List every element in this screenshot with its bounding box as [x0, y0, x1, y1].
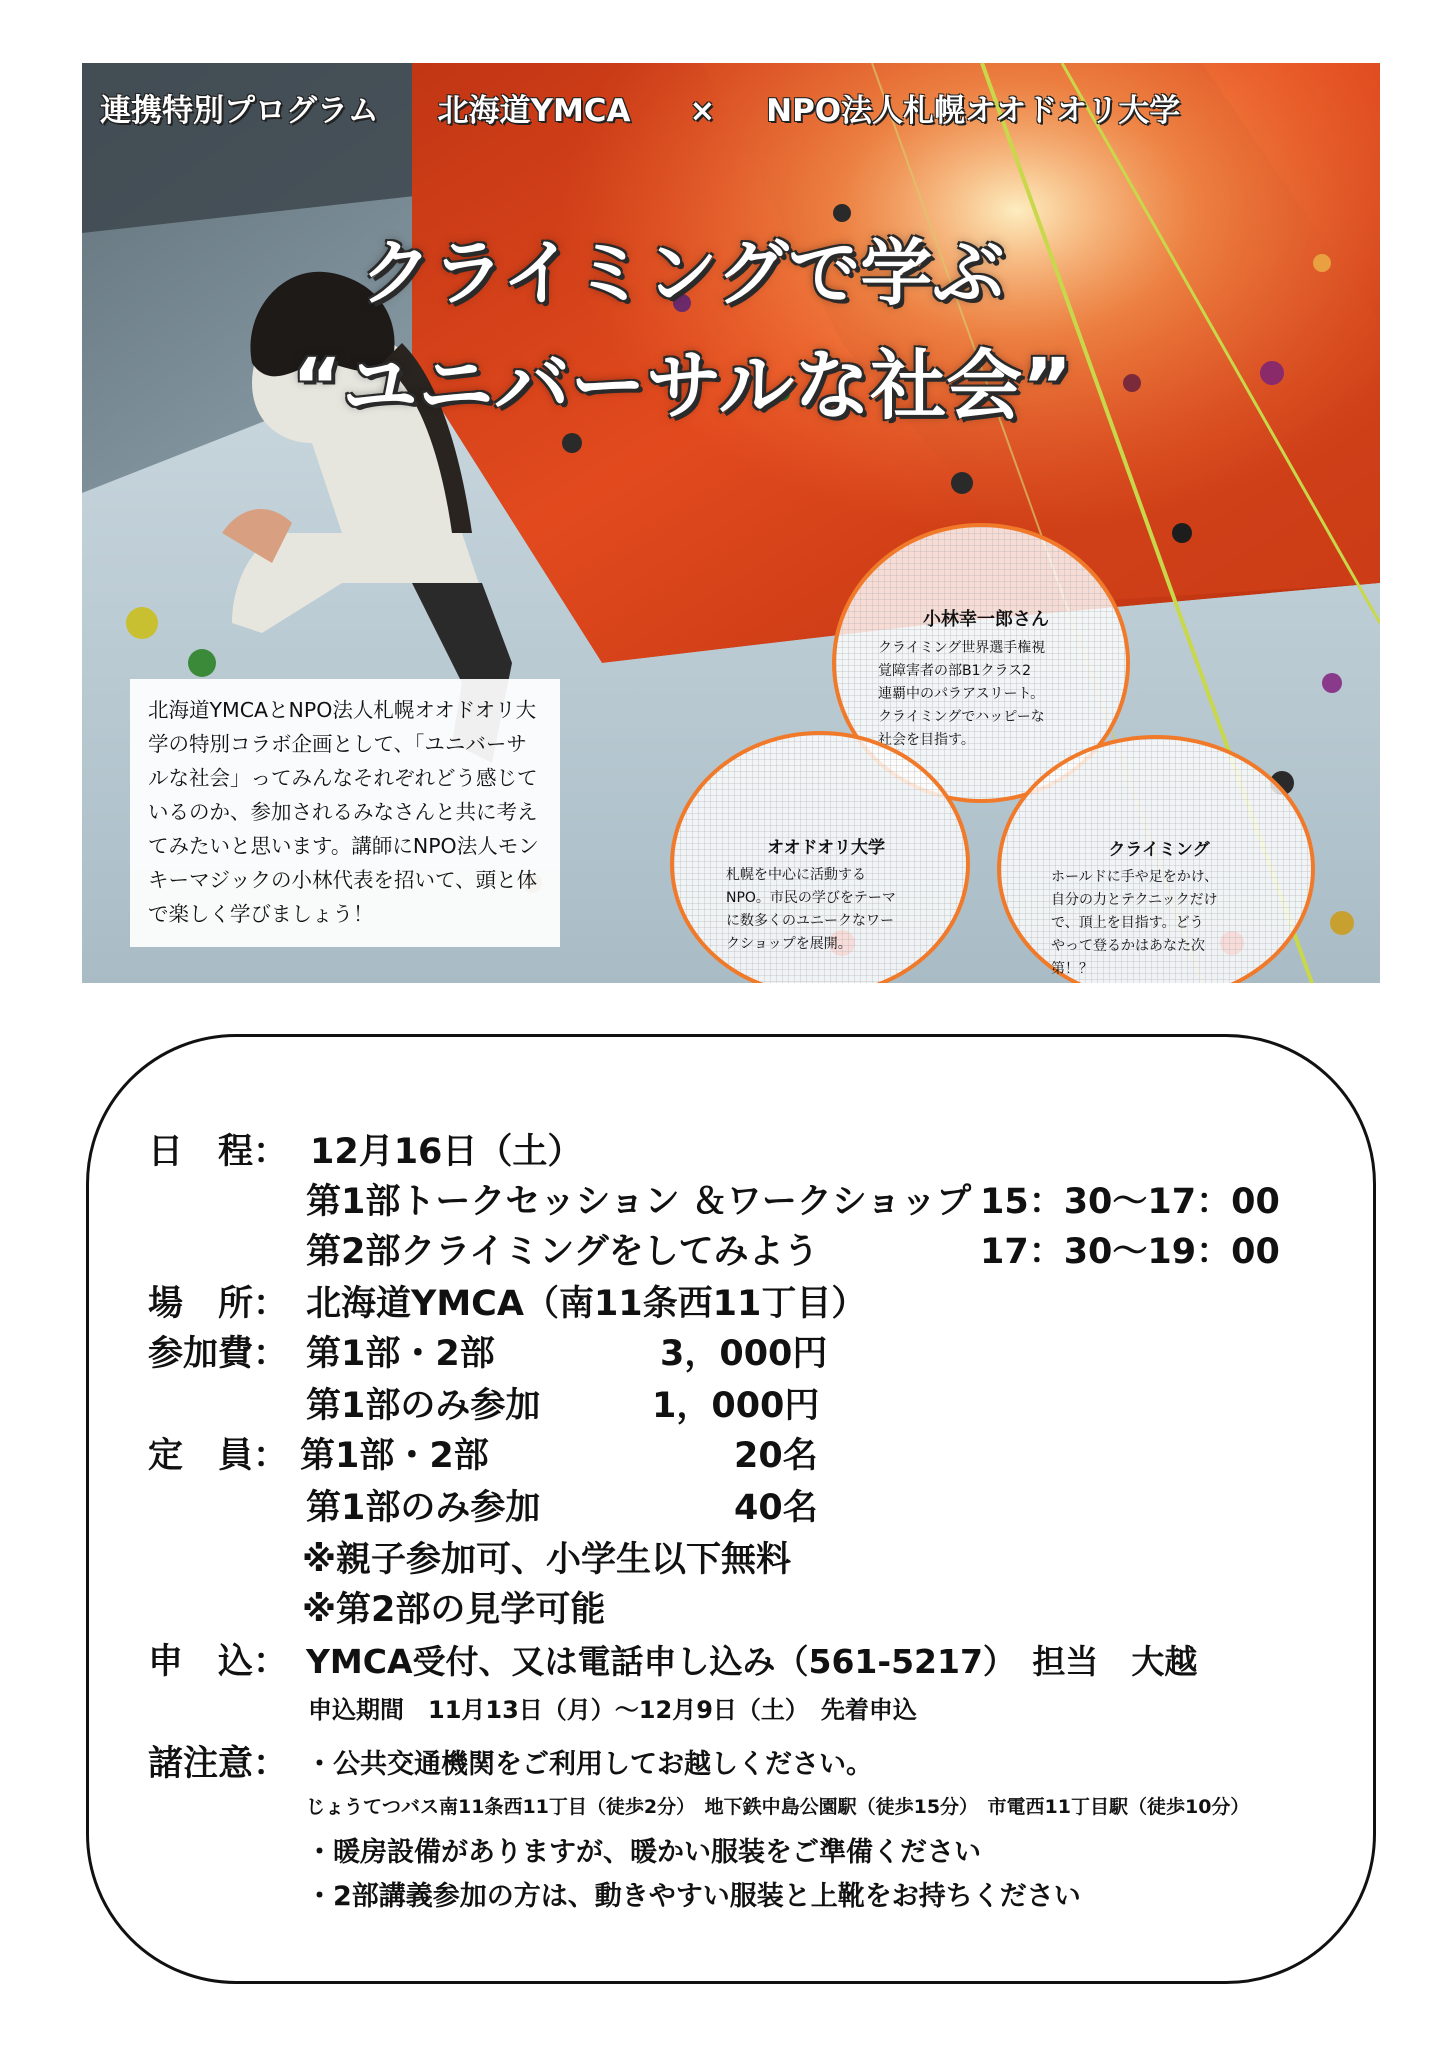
capacity-option-2: 第1部のみ参加 [306, 1488, 541, 1528]
capacity-option-2-num: 40名 [734, 1488, 818, 1528]
apply-label: 申 込： [148, 1642, 289, 1682]
fee-option-2: 第1部のみ参加 [306, 1386, 541, 1426]
capacity-note-1: ※親子参加可、小学生以下無料 [302, 1540, 792, 1580]
cross-mark: × [689, 93, 716, 129]
bubble-line: 社会を目指す。 [878, 732, 975, 748]
bubble-line: 自分の力とテクニックだけ [1051, 892, 1218, 908]
bubble-odori [670, 731, 970, 983]
capacity-note-2: ※第2部の見学可能 [302, 1590, 606, 1630]
fee-label: 参加費： [148, 1334, 289, 1374]
venue-value: 北海道YMCA（南11条西11丁目） [306, 1284, 867, 1324]
capacity-label: 定 員： [148, 1436, 289, 1476]
bubble-line: に数多くのユニークなワー [726, 913, 894, 929]
intro-line: てみたいと思います。講師にNPO法人モン [148, 834, 539, 858]
capacity-option-1: 第1部・2部 [300, 1436, 489, 1476]
notes-item-3: ・2部講義参加の方は、動きやすい服装と上靴をお持ちください [306, 1881, 1081, 1912]
apply-period: 申込期間 11月13日（月）〜12月9日（土） 先着申込 [308, 1696, 917, 1724]
org-odori: NPO法人札幌オオドオリ大学 [766, 93, 1181, 129]
bubble-line: 第！？ [1051, 961, 1093, 977]
notes-item-1: ・公共交通機関をご利用してお越しください。 [306, 1749, 873, 1780]
title-line-2: “ユニバーサルな社会” [292, 341, 1073, 430]
schedule-part1: 第1部トークセッション ＆ワークショップ [306, 1182, 972, 1222]
intro-line: キーマジックの小林代表を招いて、頭と体 [148, 868, 538, 892]
bubble-line: クライミングでハッピーな [878, 709, 1045, 725]
intro-box [130, 679, 560, 947]
capacity-option-1-num: 20名 [734, 1436, 818, 1476]
bubble-line: 覚障害者の部B1クラス2 [878, 663, 1031, 679]
bubble-line: 札幌を中心に活動する [726, 867, 866, 883]
bubble-title: クライミング [1108, 840, 1210, 860]
schedule-part1-time: 15：30〜17：00 [980, 1182, 1280, 1222]
fee-option-2-price: 1，000円 [652, 1386, 820, 1426]
intro-line: いるのか、参加されるみなさんと共に考え [148, 800, 538, 824]
intro-line: ルな社会」ってみんなそれぞれどう感じて [148, 766, 538, 790]
bubble-title: オオドオリ大学 [767, 838, 885, 858]
schedule-label: 日 程： [148, 1132, 289, 1172]
program-label: 連携特別プログラム [100, 93, 379, 129]
hero-header [100, 85, 1228, 130]
schedule-part2: 第2部クライミングをしてみよう [306, 1232, 819, 1272]
bubble-line: クショップを展開。 [726, 936, 852, 952]
bubble-line: で、頂上を目指す。どう [1051, 915, 1204, 931]
fee-option-1-price: 3，000円 [660, 1334, 828, 1374]
notes-label: 諸注意： [148, 1744, 289, 1784]
schedule-date: 12月16日（土） [310, 1132, 583, 1172]
venue-label: 場 所： [148, 1284, 289, 1324]
org-ymca: 北海道YMCA [437, 93, 631, 129]
bubble-line: クライミング世界選手権視 [878, 640, 1046, 656]
schedule-part2-time: 17：30〜19：00 [980, 1232, 1280, 1272]
intro-line: で楽しく学びましょう！ [148, 902, 374, 926]
hero-photo [82, 63, 1380, 983]
intro-line: 学の特別コラボ企画として、「ユニバーサ [148, 732, 527, 756]
bubble-line: 連覇中のパラアスリート。 [878, 686, 1045, 702]
title-line-1: クライミングで学ぶ [360, 231, 1005, 315]
notes-access: じょうてつバス南11条西11丁目（徒歩2分） 地下鉄中島公園駅（徒歩15分） 市電西11丁目駅（徒歩10分） [306, 1796, 1250, 1818]
bubble-line: NPO。市民の学びをテーマ [726, 890, 896, 906]
apply-value: YMCA受付、又は電話申し込み（561-5217） 担当 大越 [306, 1642, 1198, 1681]
bubble-title: 小林幸一郎さん [923, 609, 1049, 630]
bubble-line: やって登るかはあなた次 [1051, 938, 1205, 954]
fee-option-1: 第1部・2部 [306, 1334, 495, 1374]
notes-item-2: ・暖房設備がありますが、暖かい服装をご準備ください [306, 1837, 981, 1868]
intro-line: 北海道YMCAとNPO法人札幌オオドオリ大 [148, 698, 537, 722]
bubble-line: ホールドに手や足をかけ、 [1051, 869, 1219, 885]
